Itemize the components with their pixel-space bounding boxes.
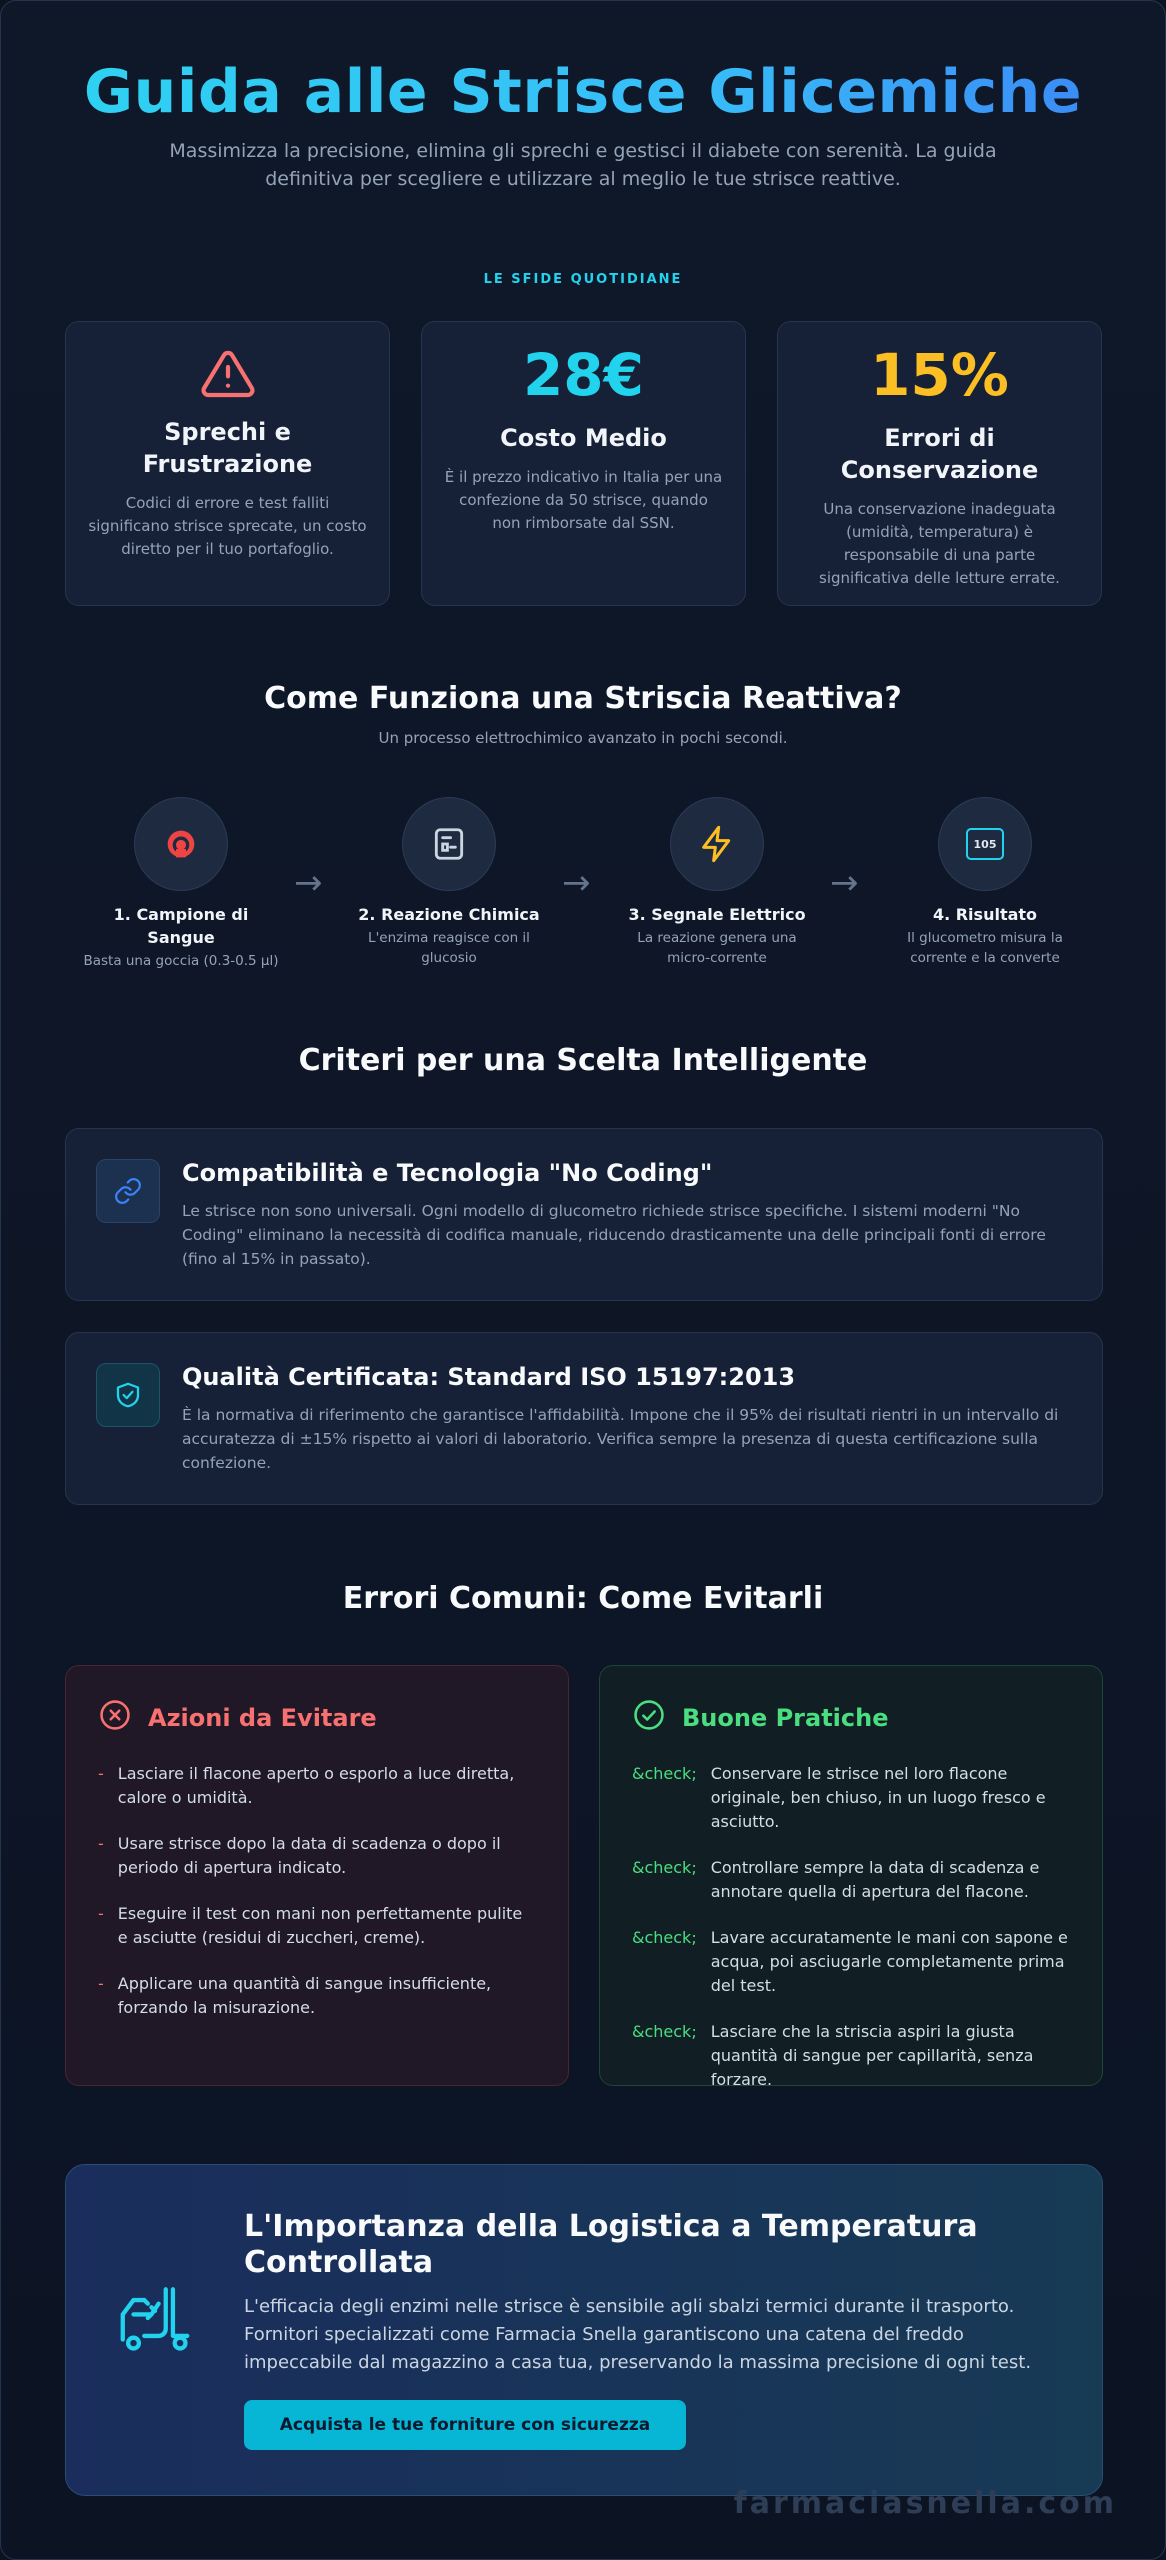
challenges-eyebrow: LE SFIDE QUOTIDIANE	[483, 272, 683, 287]
list-item: - Usare strisce dopo la data di scadenza o dopo il periodo di apertura indicato.	[98, 1834, 501, 1877]
step-label: 4. Risultato	[932, 905, 1038, 924]
list-item: &check; Lavare accuratamente le mani con sapone e acqua, poi asciugarle completamente prima del test.	[632, 1928, 1068, 1995]
process-step-3	[617, 797, 817, 968]
criteria-text: Le strisce non sono universali. Ogni modello di glucometro richiede strisce specifiche. I sistemi moderni "No Coding" eliminano la necessità di codifica manuale, riducendo drasticamente una delle principali fonti di errore (fino al 15% in passato).	[182, 1202, 1046, 1268]
step-desc: Basta una goccia (0.3-0.5 µl)	[83, 953, 279, 969]
blood-drop-icon	[134, 797, 228, 891]
step-label: 2. Reazione Chimica	[358, 905, 540, 924]
page-title: Guida alle Strisce Glicemiche	[1, 57, 1165, 127]
step-desc: Il glucometro misura la corrente e la converte	[907, 930, 1063, 966]
lightning-icon	[670, 797, 764, 891]
process-subtitle: Un processo elettrochimico avanzato in pochi secondi.	[378, 729, 788, 747]
step-label: 1. Campione di Sangue	[113, 905, 249, 947]
arrow-icon: →	[294, 863, 323, 903]
strip-icon	[402, 797, 496, 891]
link-icon	[96, 1159, 160, 1223]
card-title: Sprechi e Frustrazione	[142, 418, 313, 478]
list-item: - Applicare una quantità di sangue insufficiente, forzando la misurazione.	[98, 1974, 492, 2017]
challenge-card-storage	[777, 321, 1102, 606]
list-item: &check; Conservare le strisce nel loro flacone originale, ben chiuso, in un luogo fresco e asciutto.	[632, 1764, 1046, 1831]
card-big-number: 28€	[522, 341, 645, 409]
x-circle-icon	[98, 1698, 132, 1738]
card-text: Una conservazione inadeguata (umidità, temperatura) è responsabile di una parte significativa delle letture errate.	[819, 500, 1060, 587]
card-text: È il prezzo indicativo in Italia per una confezione da 50 strisce, quando non rimborsate dal SSN.	[444, 468, 723, 532]
criteria-title: Criteri per una Scelta Intelligente	[298, 1043, 868, 1078]
card-big-number: 15%	[870, 341, 1009, 409]
list-item: &check; Controllare sempre la data di scadenza e annotare quella di apertura del flacone.	[632, 1858, 1040, 1901]
avoid-list	[98, 1762, 536, 2020]
meter-display-icon	[938, 797, 1032, 891]
list-item: - Eseguire il test con mani non perfettamente pulite e asciutte (residui di zuccheri, creme).	[98, 1904, 523, 1947]
callout-title: L'Importanza della Logistica a Temperatura Controllata	[244, 2209, 978, 2280]
avoid-panel	[65, 1665, 569, 2086]
good-list	[632, 1762, 1070, 2092]
callout-text: L'efficacia degli enzimi nelle strisce è sensibile agli sbalzi termici durante il trasporto. Fornitori specializzati come Farmacia Snella garantiscono una catena del freddo impeccabile dal magazzino a casa tua, preservando la massima precisione di ogni test.	[244, 2296, 1032, 2373]
list-item: - Lasciare il flacone aperto o esporlo a luce diretta, calore o umidità.	[98, 1764, 515, 1807]
criteria-card-iso	[65, 1332, 1103, 1505]
process-step-4	[885, 797, 1085, 968]
good-title: Buone Pratiche	[682, 1704, 889, 1732]
step-desc: La reazione genera una micro-corrente	[637, 930, 797, 966]
challenge-card-waste	[65, 321, 390, 606]
process-step-2	[349, 797, 549, 968]
logistics-callout	[65, 2164, 1103, 2496]
criteria-title-text: Qualità Certificata: Standard ISO 15197:2013	[182, 1363, 796, 1391]
meter-display-value: 105	[966, 828, 1004, 860]
step-desc: L'enzima reagisce con il glucosio	[368, 930, 530, 966]
criteria-title-text: Compatibilità e Tecnologia "No Coding"	[182, 1159, 713, 1187]
card-title: Errori di Conservazione	[840, 424, 1039, 484]
page-subtitle: Massimizza la precisione, elimina gli sprechi e gestisci il diabete con serenità. La guida definitiva per scegliere e utilizzare al meglio le tue strisce reattive.	[169, 140, 997, 190]
errors-title: Errori Comuni: Come Evitarli	[342, 1581, 824, 1616]
arrow-icon: →	[830, 863, 859, 903]
check-circle-icon	[632, 1698, 666, 1738]
shield-check-icon	[96, 1363, 160, 1427]
card-text: Codici di errore e test falliti significano strisce sprecate, un costo diretto per il tuo portafoglio.	[88, 494, 367, 558]
list-item: &check; Lasciare che la striscia aspiri la giusta quantità di sangue per capillarità, senza forzare.	[632, 2022, 1034, 2089]
avoid-title: Azioni da Evitare	[148, 1704, 377, 1732]
warning-triangle-icon	[88, 346, 367, 406]
criteria-card-compatibility	[65, 1128, 1103, 1301]
watermark: farmaciasnella.com	[733, 2486, 1117, 2521]
challenge-card-cost	[421, 321, 746, 606]
criteria-text: È la normativa di riferimento che garantisce l'affidabilità. Impone che il 95% dei risultati rientri in un intervallo di accuratezza di ±15% rispetto ai valori di laboratorio. Verifica sempre la presenza di questa certificazione sulla confezione.	[182, 1406, 1059, 1472]
step-label: 3. Segnale Elettrico	[628, 905, 806, 924]
good-practices-panel	[599, 1665, 1103, 2089]
process-step-1	[81, 797, 281, 971]
buy-supplies-button[interactable]: Acquista le tue forniture con sicurezza	[244, 2400, 686, 2450]
delivery-truck-icon	[112, 2275, 198, 2365]
process-title: Come Funziona una Striscia Reattiva?	[264, 681, 902, 716]
arrow-icon: →	[562, 863, 591, 903]
card-title: Costo Medio	[500, 424, 667, 452]
